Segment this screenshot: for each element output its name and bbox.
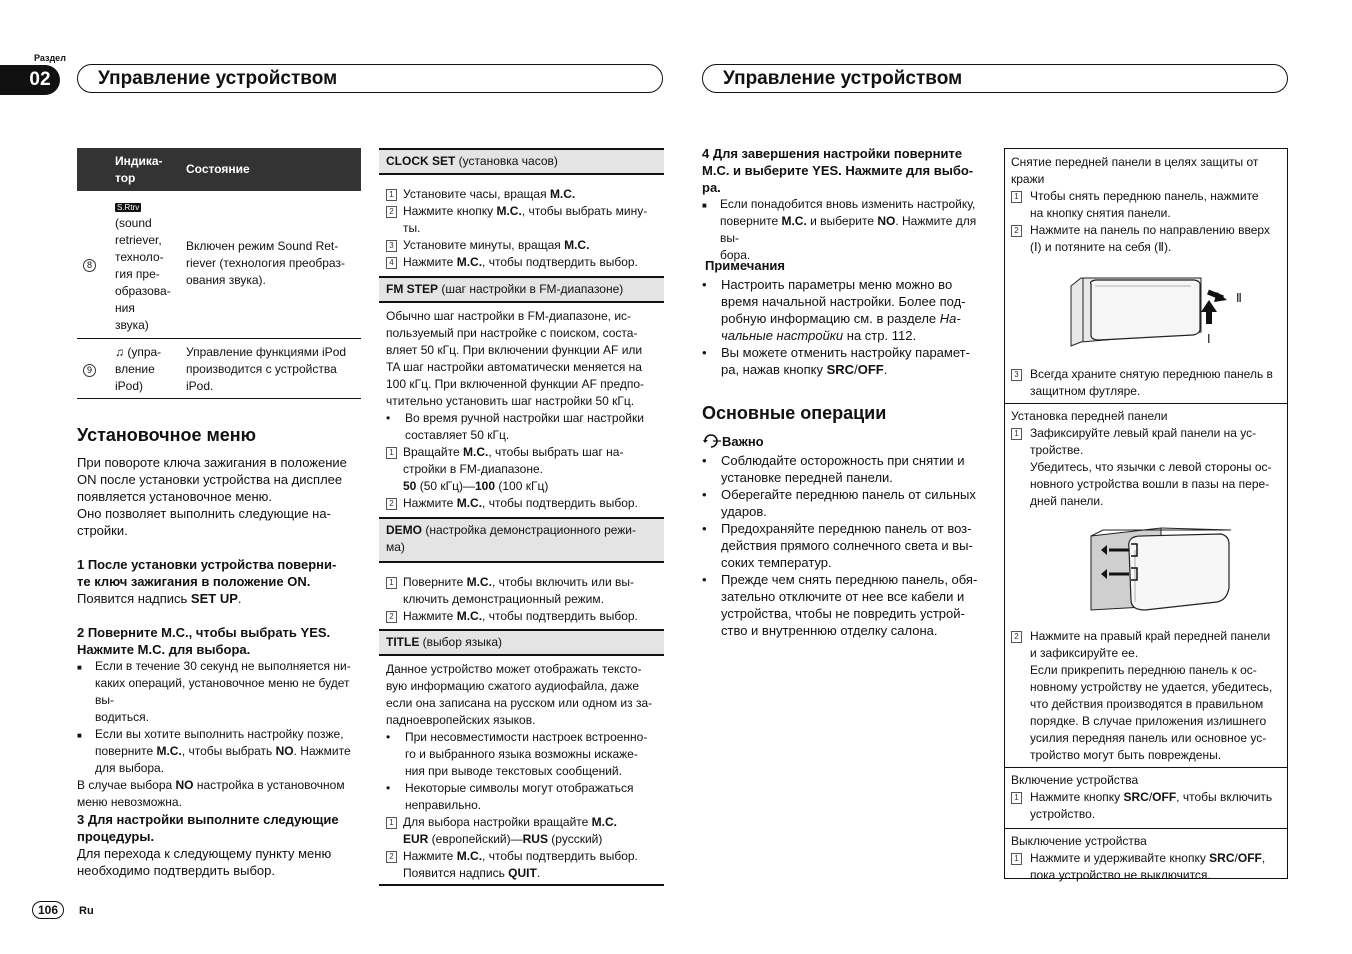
section-label: Раздел (34, 53, 66, 63)
settings-column: CLOCK SET (установка часов) 1 Установите часы, вращая M.C. 2 Нажмите кнопку M.C., чтобы выбрать мину- ты. 3 Установите минуты, вращая M.C. 4 Нажмите M.C., чтобы подтвердить выбор. FM STEP (шаг настройки в FM-диапазоне) Обычно шаг настройки в FM-диапазоне, ис- пользуемый при настройке с поиском, соста- вляет 50 кГц. При включении функции AF или TA шаг настройки автоматически меняется на 100 кГц. При включенной функции AF предпо- чтительно установить шаг настройки 50 кГц. • Во время ручной настройки шаг настройки составляет 50 кГц. 1 Вращайте M.C., чтобы выбрать шаг на- стройки в FM-диапазоне. 50 (50 кГц)—100 (100 кГц) 2 Нажмите M.C., чтобы подтвердить выбор. DEMO (настройка демонстрационного режи- ма) 1 Поверните M.C., чтобы включить или вы- ключить демонстрационный режим. 2 Нажмите M.C., чтобы подтвердить выбор. TITLE (выбор языка) Данное устройство может отображать тексто- вую информацию сжатого аудиофайла, даже если она записана на русском или одном из за- падноевропейских языков. • При несовместимости настроек встроенно- го и выбранного языка возможны искаже- ния при выводе текстовых сообщений. • Некоторые символы могут отображаться неправильно. 1 Для выбора настройки вращайте M.C. EUR (европейский)—RUS (русский) 2 Нажмите M.C., чтобы подтвердить выбор. Появится надпись QUIT. (379, 148, 664, 886)
remove-panel-drawing (1011, 256, 1283, 366)
state-text: Включен режим Sound Ret- riever (технология преобраз- ования звука). (186, 239, 345, 287)
front-panel-box: Снятие передней панели в целях защиты от кражи 1 Чтобы снять переднюю панель, нажмите на кнопку снятия панели. 2 Нажмите на панель по направлению вверх (Ⅰ) и потяните на себя (Ⅱ). Ⅱ Ⅰ 3 Всегда храните снятую переднюю панель в защитном футляре. Установка передней панели 1 Зафиксируйте левый край панели на ус- тройстве. Убедитесь, что язычки с левой стороны ос- новного устройства вошли в пазы на пере- дней панели. 2 Нажмите на правый край передней панели и зафиксируйте ее. Если прикрепить переднюю панель к ос- новному устройству не удается, убедитесь, что действия производятся в правильном порядке. В случае приложения излишнего усилия передняя панель или основное ус- тройство могут быть повреждены. Включение устройства 1 Нажмите кнопку SRC/OFF, чтобы включить устройство. Выключение устройства 1 Нажмите и удерживайте кнопку SRC/OFF, пока устройство не выключится. (1004, 148, 1288, 879)
indicator-col-header: Индика- тор (115, 154, 163, 185)
table-row (77, 191, 361, 339)
section-number: 02 (0, 65, 60, 95)
page-title-right: Управление устройством (702, 64, 1288, 93)
indicator-text: ♫ (упра- вление iPod) (115, 345, 162, 393)
important-label: Важно (702, 433, 764, 450)
list-item: • Соблюдайте осторожность при снятии и установке передней панели. (702, 453, 965, 485)
indicator-text: (sound retriever, техноло- гия пре- образова- ния звука) (115, 216, 171, 332)
install-panel-drawing (1011, 510, 1283, 628)
page-title-left: Управление устройством (77, 64, 663, 93)
step2-notes: ■ Если в течение 30 секунд не выполняется ни- каких операций, установочное меню не будет вы- водиться. ■ Если вы хотите выполнить настройку позже, поверните M.C., чтобы выбрать NO. Нажмите для выбора. В случае выбора NO настройка в установочном меню невозможна. (77, 659, 351, 809)
list-item: • Предохраняйте переднюю панель от воз- действия прямого солнечного света и вы- соких температур. (702, 521, 973, 570)
step2-title: 2 Поверните M.C., чтобы выбрать YES. Нажмите M.C. для выбора. (77, 625, 331, 657)
basic-ops-list (702, 452, 990, 639)
install-panel-title: Установка передней панели (1011, 409, 1168, 423)
direction-label-2: Ⅱ (1236, 291, 1242, 305)
step4-note: ■ Если понадобится вновь изменить настройку, поверните M.C. и выберите NO. Нажмите для вы- бора. (702, 197, 977, 262)
title-heading: TITLE (выбор языка) (379, 629, 664, 656)
setup-menu-title: Установочное меню (77, 425, 257, 445)
row-number: 8 (83, 259, 96, 272)
sound-retriever-badge: S.Rtrv (117, 203, 140, 212)
state-text: Управление функциями iPod производится с устройства iPod. (186, 345, 347, 393)
step1-title: 1 После установки устройства поверни- те ключ зажигания в положение ON. (77, 557, 337, 589)
fm-step-heading: FM STEP (шаг настройки в FM-диапазоне) (379, 276, 664, 303)
table-row (77, 339, 361, 399)
indicator-table (77, 148, 361, 399)
demo-heading: DEMO (настройка демонстрационного режи- ма) (379, 517, 664, 563)
power-off-title: Выключение устройства (1011, 834, 1147, 848)
power-on-title: Включение устройства (1011, 773, 1139, 787)
title-text: Данное устройство может отображать тексто- вую информацию сжатого аудиофайла, даже если она записана на русском или одном из за- падноевропейских языков. (386, 662, 653, 727)
step3-text: Для перехода к следующему пункту меню необходимо подтвердить выбор. (77, 846, 332, 878)
step1-text: Появится надпись SET UP. (77, 591, 242, 606)
state-col-header: Состояние (186, 162, 250, 176)
install-panel-illustration (1011, 510, 1281, 628)
row-number: 9 (83, 364, 96, 377)
clock-set-heading: CLOCK SET (установка часов) (379, 148, 664, 175)
remove-panel-illustration (1011, 256, 1281, 366)
list-item: • Прежде чем снять переднюю панель, обя- зательно отключите от нее все кабели и устройства, чтобы не повредить устрой- ство и внутреннюю отделку салона. (702, 572, 978, 638)
remove-panel-title: Снятие передней панели в целях защиты от кражи (1011, 155, 1259, 186)
notes-title: Примечания (705, 258, 786, 273)
fm-step-text: Обычно шаг настройки в FM-диапазоне, ис- пользуемый при настройке с поиском, соста- вляет 50 кГц. При включении функции AF или TA шаг настройки автоматически меняется на 100 кГц. При включенной функции AF предпо- чтительно установить шаг настройки 50 кГц. (386, 309, 645, 408)
important-icon (702, 434, 722, 448)
step3-title: 3 Для настройки выполните следующие процедуры. (77, 812, 339, 844)
step4-title: 4 Для завершения настройки поверните M.C. и выберите YES. Нажмите для выбо- ра. (702, 146, 974, 195)
page-language: Ru (79, 905, 94, 917)
setup-menu-intro: При повороте ключа зажигания в положение ON после установки устройства на дисплее появляется установочное меню. Оно позволяет выполнить следующие на- стройки. (77, 455, 347, 538)
notes-list: • Настроить параметры меню можно во время начальной настройки. Более под- робную информацию см. в разделе На- чальные настройки на стр. 112. • Вы можете отменить настройку парамет- ра, нажав кнопку SRC/OFF. (702, 277, 970, 377)
direction-label-1: Ⅰ (1207, 332, 1211, 346)
basic-ops-title: Основные операции (702, 403, 887, 423)
list-item: • Оберегайте переднюю панель от сильных ударов. (702, 487, 976, 519)
page-number: 106 (32, 901, 64, 919)
